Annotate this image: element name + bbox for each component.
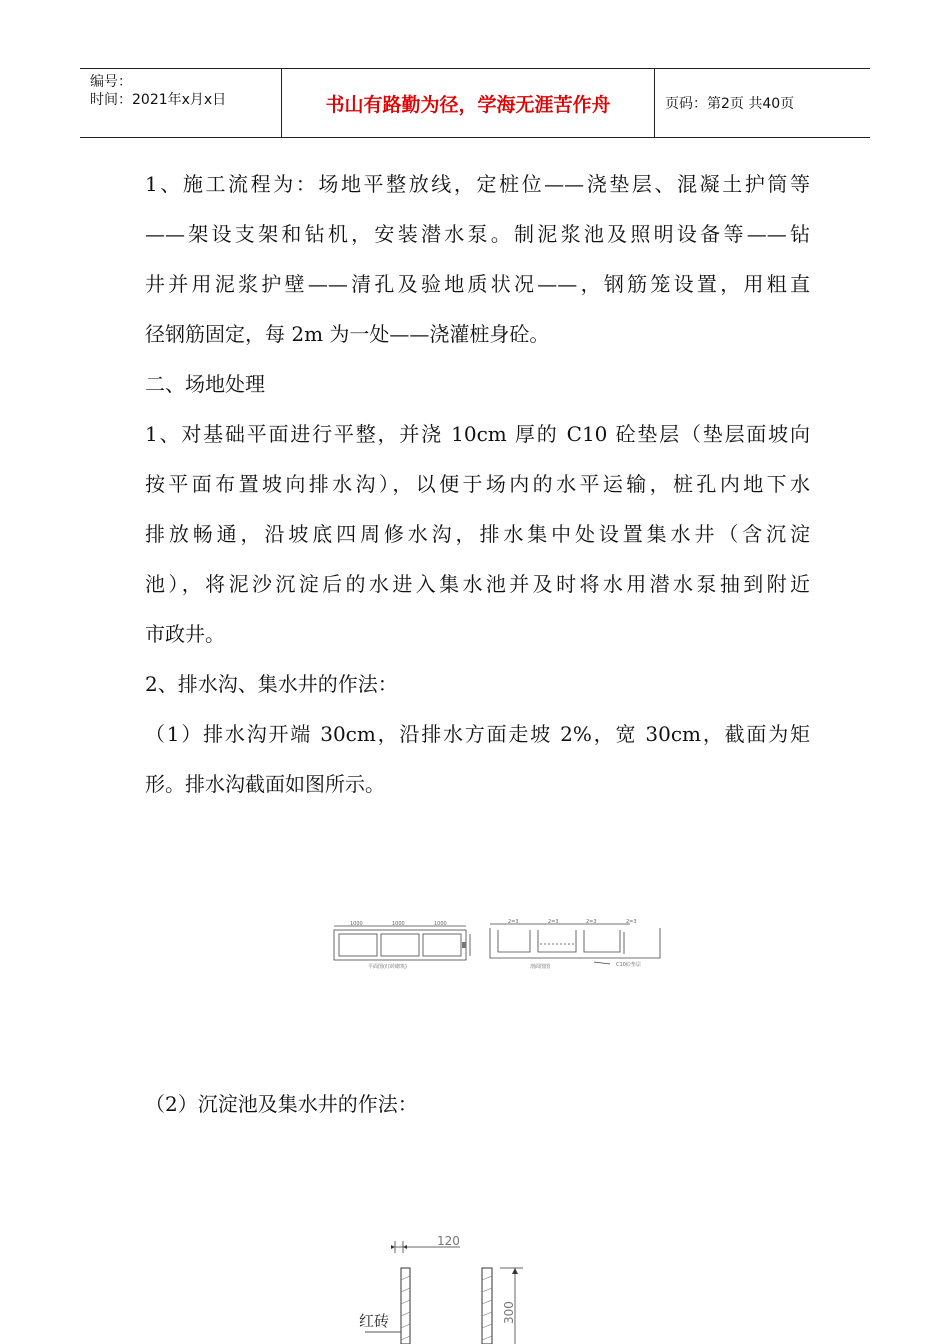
section-title <box>145 359 810 409</box>
document-header <box>80 68 870 138</box>
paragraph-line: 池），将泥沙沉淀后的水进入集水池并及时将水用潜水泵抽到附近 <box>145 572 810 596</box>
plan-cell <box>381 934 419 956</box>
paragraph-line: 1、施工流程为：场地平整放线，定桩位——浇垫层、混凝土护筒等 <box>145 172 810 196</box>
header-motto: 书山有路勤为径，学海无涯苦作舟 <box>282 69 655 137</box>
item2-title <box>145 659 810 709</box>
section-dim-label: 2=3 <box>548 919 559 925</box>
plan-dim-label: 1000 <box>350 921 363 927</box>
site-treatment-paragraph <box>145 409 810 659</box>
dim-side-label: 300 <box>502 1301 516 1324</box>
item2-title-text: 2、排水沟、集水井的作法： <box>145 672 398 696</box>
dim-top-label: 120 <box>437 1234 460 1248</box>
plan-caption: 平面图(红砖砌筑) <box>368 964 407 970</box>
sub2-title <box>145 1079 810 1129</box>
paragraph-line: 按平面布置坡向排水沟），以便于场内的水平运输，桩孔内地下水 <box>145 472 810 496</box>
page-info: 页码：第2页 共40页 <box>665 96 795 112</box>
plan-cell <box>339 934 377 956</box>
section-dim-label: 2=3 <box>626 919 637 925</box>
sub2-title-text: （2）沉淀池及集水井的作法： <box>145 1092 418 1116</box>
header-meta-cell <box>80 69 282 137</box>
plan-cell <box>423 934 461 956</box>
section-caption: 剖面图图 <box>530 964 551 970</box>
construction-flow-paragraph <box>145 159 810 359</box>
paragraph-line: 排放畅通，沿坡底四周修水沟，排水集中处设置集水井（含沉淀 <box>145 522 810 546</box>
section-cell <box>538 930 576 952</box>
plan-dim-label: 1000 <box>392 921 405 927</box>
paragraph-line: 1、对基础平面进行平整，并浇 10cm 厚的 C10 砼垫层（垫层面坡向 <box>145 422 810 446</box>
section-outline <box>490 928 660 958</box>
paragraph-line: 形。排水沟截面如图所示。 <box>145 772 385 796</box>
section-dim-label: 2=3 <box>586 919 597 925</box>
brick-label: 红砖 <box>359 1312 390 1330</box>
section-title-text: 二、场地处理 <box>145 372 265 396</box>
section-dim-label: 2=3 <box>508 919 519 925</box>
section-cell <box>498 930 530 952</box>
drainage-ditch-paragraph <box>145 709 810 809</box>
section-cell <box>584 930 620 952</box>
section-note: C10砼垫层 <box>616 962 641 968</box>
paragraph-line: 井并用泥浆护壁——清孔及验地质状况——，钢筋笼设置，用粗直 <box>145 272 810 296</box>
doc-date-label: 时间：2021年x月x日 <box>90 92 227 108</box>
paragraph-line: 市政井。 <box>145 622 225 646</box>
doc-number-label: 编号： <box>90 74 132 90</box>
paragraph-line: ——架设支架和钻机，安装潜水泵。制泥浆池及照明设备等——钻 <box>145 222 810 246</box>
plan-outline <box>334 930 466 960</box>
sedimentation-pit-figure <box>355 1228 535 1344</box>
paragraph-line: （1）排水沟开端 30cm，沿排水方面走坡 2%，宽 30cm，截面为矩 <box>145 722 810 746</box>
drainage-ditch-figure <box>330 918 670 970</box>
paragraph-line: 径钢筋固定，每 2m 为一处——浇灌桩身砼。 <box>145 322 550 346</box>
plan-dim-label: 1000 <box>434 921 447 927</box>
